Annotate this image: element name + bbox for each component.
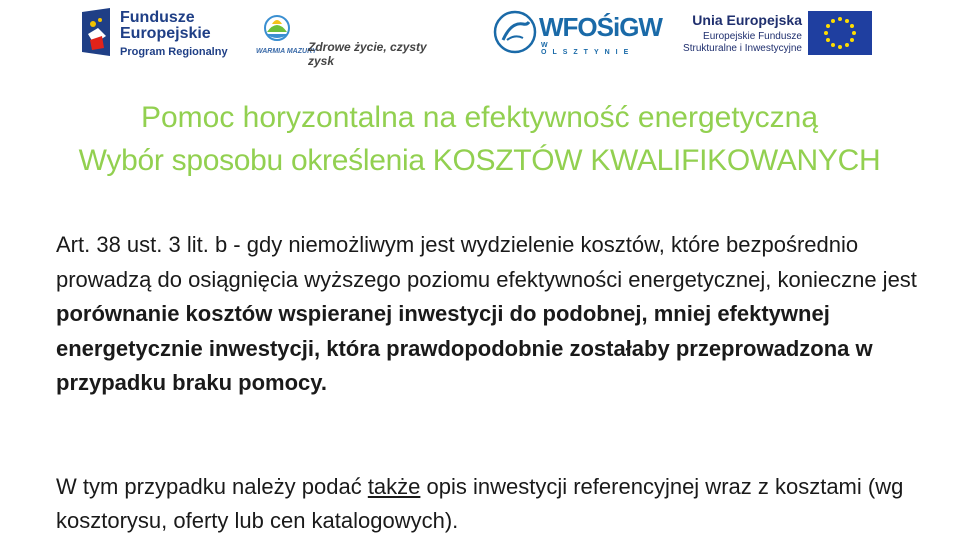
ue-line1: Unia Europejska	[692, 12, 802, 28]
stork-icon	[493, 10, 537, 54]
fundusze-line1: Fundusze	[120, 9, 195, 26]
body-text-bold: porównanie kosztów wspieranej inwestycji do podobnej, mniej efektywnej energetycznie inwestycji, która prawdopodobnie zostałaby przeprowadzona w przypadku braku pomocy.	[56, 301, 873, 395]
body-paragraph	[56, 228, 936, 401]
warmia-mazury-logo	[254, 4, 454, 68]
para2-after: opis inwestycji referencyjnej wraz z kosztami (wg kosztorysu, oferty lub cen katalogowych).	[56, 474, 904, 533]
para2-underlined: także	[367, 474, 421, 499]
body-text-regular: - gdy niemożliwym jest wydzielenie kosztów, które bezpośrednio prowadzą do osiągnięcia wyższego poziomu efektywności energetycznej, konieczne jest	[56, 232, 917, 292]
slide-subtitle: Wybór sposobu określenia KOSZTÓW KWALIFIKOWANYCH	[78, 144, 881, 177]
ue-line3: Strukturalne i Inwestycyjne	[683, 43, 802, 54]
para2-before: W tym przypadku należy podać	[56, 474, 368, 499]
wfosigw-city: W OLSZTYNIE	[541, 42, 635, 56]
fundusze-europejskie-logo	[80, 4, 240, 60]
warmia-mazury-emblem-icon	[254, 12, 317, 58]
warmia-mark-text: WARMIA MAZURY	[256, 48, 317, 55]
fundusze-line2: Europejskie	[120, 25, 211, 42]
fundusze-europejskie-emblem-icon	[80, 6, 114, 58]
ue-line2: Europejskie Fundusze	[703, 31, 802, 42]
warmia-tagline: Zdrowe życie, czysty zysk	[308, 40, 427, 68]
logo-bar	[0, 0, 959, 68]
article-reference: Art. 38 ust. 3 lit. b	[56, 232, 228, 257]
wfosigw-logo	[493, 4, 662, 60]
wfosigw-name: WFOŚiGW	[539, 12, 662, 42]
second-paragraph	[56, 470, 946, 538]
fundusze-line3: Program Regionalny	[120, 46, 228, 58]
eu-flag-icon	[808, 11, 872, 55]
unia-europejska-logo	[672, 4, 874, 60]
slide-title: Pomoc horyzontalna na efektywność energetyczną	[140, 101, 819, 134]
